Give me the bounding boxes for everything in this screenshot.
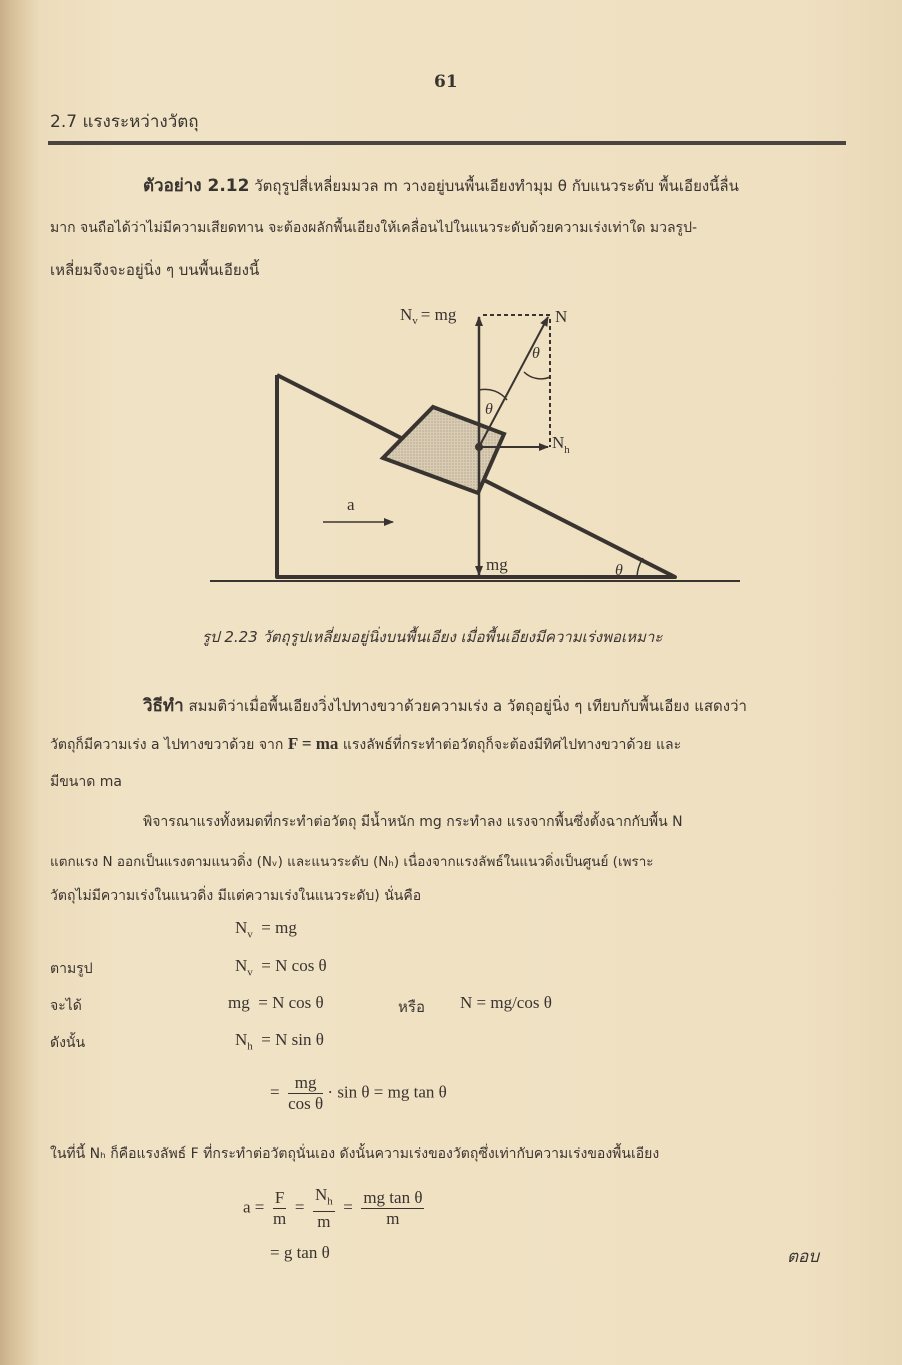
newton-formula: F = ma	[287, 734, 339, 753]
answer-label: ตอบ	[787, 1247, 820, 1267]
equation-3-prefix: จะได้	[50, 998, 82, 1014]
figure-caption: รูป 2.23 วัตถุรูปเหลี่ยมอยู่นิ่งบนพื้นเอียง เมื่อพื้นเอียงมีความเร่งพอเหมาะ	[202, 628, 663, 646]
equation-4-prefix: ดังนั้น	[50, 1035, 86, 1051]
equation-3-alt: N = mg/cos θ	[460, 993, 552, 1012]
theta-label-2: θ	[532, 345, 540, 362]
paragraph-2-line-3: วัตถุไม่มีความเร่งในแนวดิ่ง มีแต่ความเร่งในแนวระดับ) นั่นคือ	[50, 888, 422, 904]
center-point	[475, 443, 483, 451]
paragraph-2-line-1: พิจารณาแรงทั้งหมดที่กระทำต่อวัตถุ มีน้ำหนัก mg กระทำลง แรงจากพื้นซึ่งตั้งฉากกับพื้น N	[143, 814, 683, 830]
n-arrow	[479, 317, 548, 447]
equation-6: a = $\frac{F}{m}$ = $\frac{N_h}{m}$ = $\frac{\text{mg tan θ}}{m}$	[243, 1185, 423, 1232]
solution-line-1	[143, 692, 747, 719]
angle-arc-1	[479, 389, 507, 400]
solution-text-2b: แรงลัพธ์ที่กระทำต่อวัตถุก็จะต้องมีทิศไปทางขวาด้วย และ	[338, 737, 682, 753]
fraction-mgtan-m: $\frac{\text{mg tan θ}}{m}$	[363, 1188, 423, 1229]
solution-line-2	[50, 734, 681, 756]
block	[383, 407, 504, 493]
equation-2: $N_v = N$ cos θ	[235, 956, 327, 979]
example-line-2: มาก จนถือได้ว่าไม่มีความเสียดทาน จะต้องผลักพื้นเอียงให้เคลื่อนไปในแนวระดับด้วยความเร่งเท่าใด มวลรูป-	[50, 220, 698, 236]
nh-label: $N_h$	[552, 433, 570, 456]
theta-label-3: θ	[615, 562, 623, 579]
n-label: N	[555, 307, 568, 326]
page-number: 61	[434, 72, 458, 92]
example-text-1: วัตถุรูปสี่เหลี่ยมมวล m วางอยู่บนพื้นเอียงทำมุม θ กับแนวระดับ พื้นเอียงนี้ลื่น	[254, 177, 739, 195]
example-line-3: เหลี่ยมจึงจะอยู่นิ่ง ๆ บนพื้นเอียงนี้	[50, 261, 260, 279]
equation-1: $N_v$ = mg	[235, 918, 297, 941]
nv-label: $N_v$ = mg	[400, 305, 457, 327]
equation-5: = $\frac{mg}{\text{cos θ}}$ · sin θ = mg tan θ	[270, 1073, 447, 1113]
fraction-f-m: $\frac{F}{m}$	[273, 1188, 287, 1229]
equation-3: mg = N cos θ	[228, 993, 324, 1012]
angle-arc-2	[524, 372, 550, 379]
fraction-mg-cos: $\frac{mg}{\text{cos θ}}$	[288, 1073, 324, 1113]
header-divider	[48, 141, 846, 145]
equation-3-or: หรือ	[398, 998, 425, 1016]
fraction-nh-m: $\frac{N_h}{m}$	[314, 1185, 333, 1232]
paragraph-3: ในที่นี้ Nₕ ก็คือแรงลัพธ์ F ที่กระทำต่อวัตถุนั่นเอง ดังนั้นความเร่งของวัตถุซึ่งเท่ากับความเร่งของพื้นเอียง	[50, 1146, 660, 1162]
mg-label: mg	[486, 555, 508, 574]
equation-4: $N_h = N$ sin θ	[235, 1030, 324, 1053]
solution-text-2a: วัตถุก็มีความเร่ง a ไปทางขวาด้วย จาก	[50, 737, 288, 753]
example-label: ตัวอย่าง 2.12	[143, 176, 250, 196]
equation-2-prefix: ตามรูป	[50, 961, 93, 977]
inclined-plane-figure	[200, 295, 760, 595]
theta-label-1: θ	[485, 401, 493, 418]
section-title: 2.7 แรงระหว่างวัตถุ	[50, 112, 199, 132]
paragraph-2-line-2: แตกแรง N ออกเป็นแรงตามแนวดิ่ง (Nᵥ) และแนวระดับ (Nₕ) เนื่องจากแรงลัพธ์ในแนวดิ่งเป็นศูนย์ (เพราะ	[50, 854, 654, 870]
equation-7: = g tan θ	[270, 1243, 330, 1262]
solution-label: วิธีทำ	[143, 696, 184, 716]
solution-text-1: สมมติว่าเมื่อพื้นเอียงวิ่งไปทางขวาด้วยความเร่ง a วัตถุอยู่นิ่ง ๆ เทียบกับพื้นเอียง แสดงว่า	[188, 697, 747, 715]
a-label: a	[347, 495, 355, 514]
solution-line-3: มีขนาด ma	[50, 774, 122, 790]
example-line-1	[143, 172, 739, 199]
